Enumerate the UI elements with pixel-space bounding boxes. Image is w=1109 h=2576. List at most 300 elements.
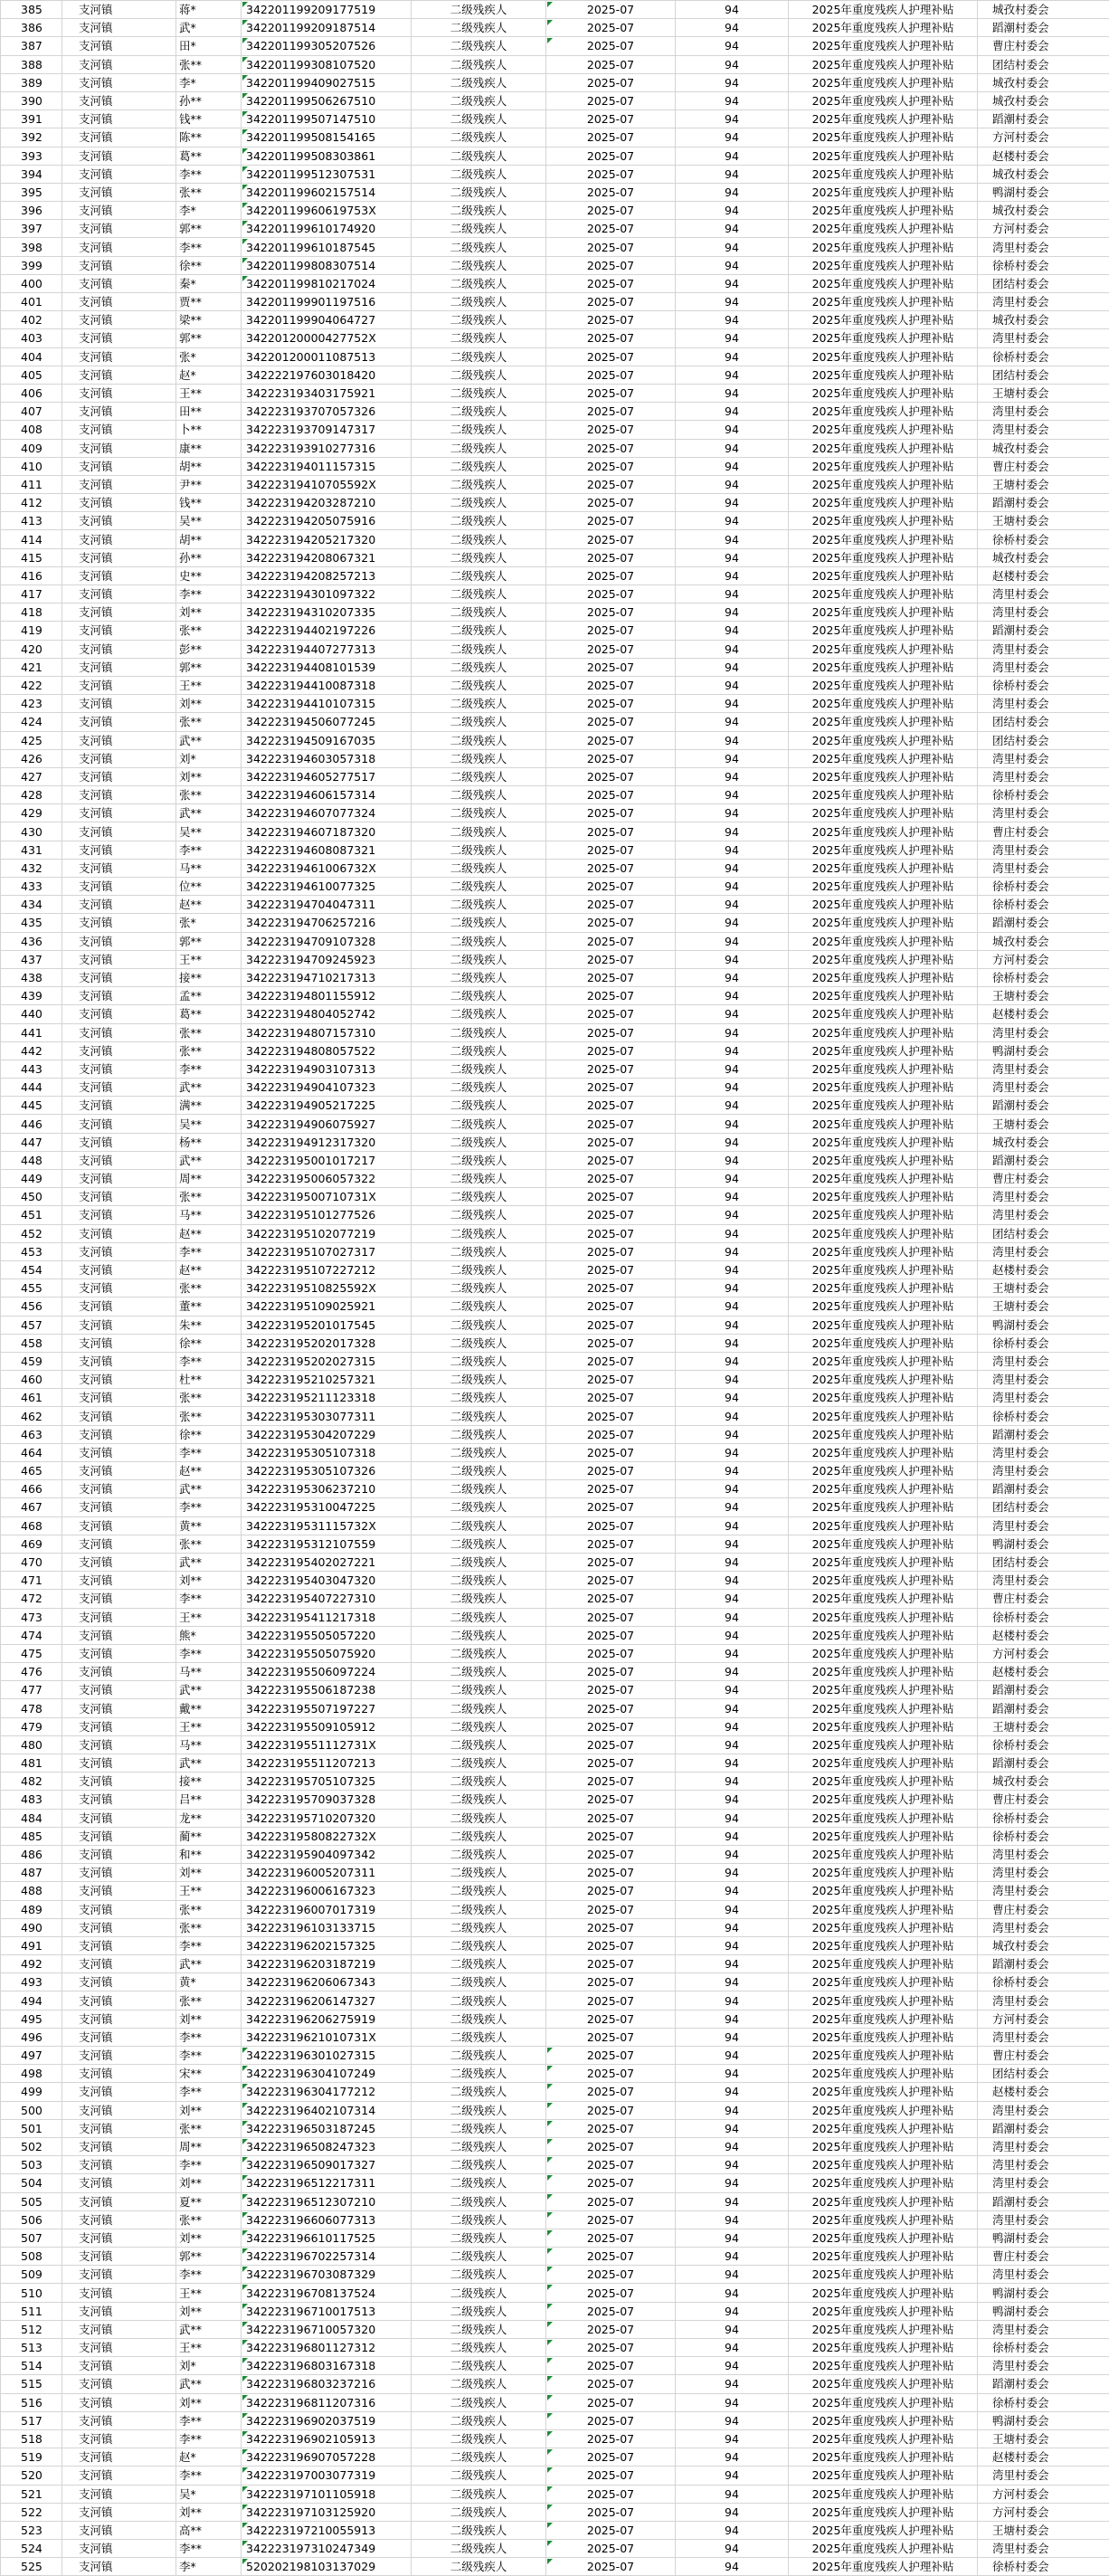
village-cell[interactable]: 湾里村委会	[978, 604, 1109, 622]
village-cell[interactable]: 王塘村委会	[978, 2521, 1109, 2539]
id-number-cell[interactable]: 342223196703087329	[242, 2266, 412, 2284]
village-cell[interactable]: 城孜村委会	[978, 1936, 1109, 1954]
village-cell[interactable]: 湾里村委会	[978, 1206, 1109, 1224]
town-cell[interactable]: 支河镇	[62, 1882, 176, 1900]
name-cell[interactable]: 张**	[176, 1279, 242, 1298]
disability-level-cell[interactable]: 二级残疾人	[412, 1773, 546, 1791]
amount-cell[interactable]: 94	[676, 2448, 789, 2467]
month-cell[interactable]: 2025-07	[546, 585, 676, 604]
disability-level-cell[interactable]: 二级残疾人	[412, 1316, 546, 1334]
row-number-cell[interactable]: 491	[1, 1936, 62, 1954]
month-cell[interactable]: 2025-07	[546, 548, 676, 566]
id-number-cell[interactable]: 342223196206147327	[242, 1991, 412, 2010]
town-cell[interactable]: 支河镇	[62, 1352, 176, 1370]
id-number-cell[interactable]: 342223195511207213	[242, 1754, 412, 1773]
town-cell[interactable]: 支河镇	[62, 1791, 176, 1809]
project-cell[interactable]: 2025年重度残疾人护理补贴	[789, 658, 978, 676]
name-cell[interactable]: 武**	[176, 804, 242, 822]
disability-level-cell[interactable]: 二级残疾人	[412, 2010, 546, 2028]
row-number-cell[interactable]: 498	[1, 2065, 62, 2083]
project-cell[interactable]: 2025年重度残疾人护理补贴	[789, 585, 978, 604]
row-number-cell[interactable]: 458	[1, 1334, 62, 1352]
id-number-cell[interactable]: 342223196801127312	[242, 2339, 412, 2357]
village-cell[interactable]: 湾里村委会	[978, 2101, 1109, 2119]
village-cell[interactable]: 王塘村委会	[978, 987, 1109, 1005]
project-cell[interactable]: 2025年重度残疾人护理补贴	[789, 1900, 978, 1918]
month-cell[interactable]: 2025-07	[546, 1079, 676, 1097]
amount-cell[interactable]: 94	[676, 1553, 789, 1571]
amount-cell[interactable]: 94	[676, 987, 789, 1005]
amount-cell[interactable]: 94	[676, 1681, 789, 1699]
amount-cell[interactable]: 94	[676, 968, 789, 986]
name-cell[interactable]: 王**	[176, 676, 242, 694]
amount-cell[interactable]: 94	[676, 1079, 789, 1097]
month-cell[interactable]: 2025-07	[546, 1644, 676, 1662]
amount-cell[interactable]: 94	[676, 695, 789, 713]
name-cell[interactable]: 李**	[176, 841, 242, 859]
village-cell[interactable]: 徐桥村委会	[978, 2558, 1109, 2576]
town-cell[interactable]: 支河镇	[62, 37, 176, 55]
id-number-cell[interactable]: 342223194912317320	[242, 1133, 412, 1151]
month-cell[interactable]: 2025-07	[546, 749, 676, 767]
disability-level-cell[interactable]: 二级残疾人	[412, 604, 546, 622]
name-cell[interactable]: 孙**	[176, 548, 242, 566]
disability-level-cell[interactable]: 二级残疾人	[412, 238, 546, 256]
amount-cell[interactable]: 94	[676, 622, 789, 640]
village-cell[interactable]: 徐桥村委会	[978, 1827, 1109, 1845]
village-cell[interactable]: 方河村委会	[978, 1644, 1109, 1662]
village-cell[interactable]: 徐桥村委会	[978, 2393, 1109, 2411]
village-cell[interactable]: 湾里村委会	[978, 2357, 1109, 2375]
village-cell[interactable]: 湾里村委会	[978, 2467, 1109, 2485]
project-cell[interactable]: 2025年重度残疾人护理补贴	[789, 2101, 978, 2119]
town-cell[interactable]: 支河镇	[62, 658, 176, 676]
name-cell[interactable]: 张**	[176, 2210, 242, 2229]
village-cell[interactable]: 湾里村委会	[978, 2156, 1109, 2174]
month-cell[interactable]: 2025-07	[546, 1480, 676, 1498]
row-number-cell[interactable]: 456	[1, 1298, 62, 1316]
month-cell[interactable]: 2025-07	[546, 1316, 676, 1334]
amount-cell[interactable]: 94	[676, 1005, 789, 1023]
row-number-cell[interactable]: 419	[1, 622, 62, 640]
disability-level-cell[interactable]: 二级残疾人	[412, 1590, 546, 1608]
village-cell[interactable]: 徐桥村委会	[978, 2339, 1109, 2357]
month-cell[interactable]: 2025-07	[546, 1882, 676, 1900]
town-cell[interactable]: 支河镇	[62, 932, 176, 950]
row-number-cell[interactable]: 470	[1, 1553, 62, 1571]
id-number-cell[interactable]: 342223196206067343	[242, 1973, 412, 1991]
row-number-cell[interactable]: 502	[1, 2137, 62, 2155]
row-number-cell[interactable]: 524	[1, 2540, 62, 2558]
village-cell[interactable]: 方河村委会	[978, 950, 1109, 968]
amount-cell[interactable]: 94	[676, 1991, 789, 2010]
project-cell[interactable]: 2025年重度残疾人护理补贴	[789, 2229, 978, 2247]
disability-level-cell[interactable]: 二级残疾人	[412, 311, 546, 329]
name-cell[interactable]: 张**	[176, 1188, 242, 1206]
project-cell[interactable]: 2025年重度残疾人护理补贴	[789, 1516, 978, 1535]
name-cell[interactable]: 张**	[176, 1407, 242, 1425]
town-cell[interactable]: 支河镇	[62, 2156, 176, 2174]
disability-level-cell[interactable]: 二级残疾人	[412, 1572, 546, 1590]
id-number-cell[interactable]: 342223196803167318	[242, 2357, 412, 2375]
month-cell[interactable]: 2025-07	[546, 1352, 676, 1370]
town-cell[interactable]: 支河镇	[62, 183, 176, 201]
village-cell[interactable]: 湾里村委会	[978, 1443, 1109, 1461]
id-number-cell[interactable]: 34220120000427752X	[242, 329, 412, 347]
village-cell[interactable]: 徐桥村委会	[978, 1407, 1109, 1425]
village-cell[interactable]: 湾里村委会	[978, 640, 1109, 658]
town-cell[interactable]: 支河镇	[62, 128, 176, 147]
amount-cell[interactable]: 94	[676, 1170, 789, 1188]
disability-level-cell[interactable]: 二级残疾人	[412, 37, 546, 55]
village-cell[interactable]: 蹈潮村委会	[978, 1097, 1109, 1115]
row-number-cell[interactable]: 511	[1, 2302, 62, 2320]
amount-cell[interactable]: 94	[676, 2357, 789, 2375]
town-cell[interactable]: 支河镇	[62, 2248, 176, 2266]
disability-level-cell[interactable]: 二级残疾人	[412, 2137, 546, 2155]
disability-level-cell[interactable]: 二级残疾人	[412, 1918, 546, 1936]
project-cell[interactable]: 2025年重度残疾人护理补贴	[789, 421, 978, 439]
amount-cell[interactable]: 94	[676, 859, 789, 877]
id-number-cell[interactable]: 342223195904097342	[242, 1845, 412, 1863]
village-cell[interactable]: 曹庄村委会	[978, 1900, 1109, 1918]
row-number-cell[interactable]: 395	[1, 183, 62, 201]
disability-level-cell[interactable]: 二级残疾人	[412, 2411, 546, 2429]
village-cell[interactable]: 湾里村委会	[978, 1572, 1109, 1590]
id-number-cell[interactable]: 342223195505057220	[242, 1626, 412, 1644]
project-cell[interactable]: 2025年重度残疾人护理补贴	[789, 2047, 978, 2065]
town-cell[interactable]: 支河镇	[62, 548, 176, 566]
project-cell[interactable]: 2025年重度残疾人护理补贴	[789, 2119, 978, 2137]
disability-level-cell[interactable]: 二级残疾人	[412, 55, 546, 73]
id-number-cell[interactable]: 34220119960619753X	[242, 202, 412, 220]
name-cell[interactable]: 陈**	[176, 128, 242, 147]
town-cell[interactable]: 支河镇	[62, 147, 176, 165]
disability-level-cell[interactable]: 二级残疾人	[412, 1663, 546, 1681]
month-cell[interactable]: 2025-07	[546, 1097, 676, 1115]
amount-cell[interactable]: 94	[676, 1773, 789, 1791]
project-cell[interactable]: 2025年重度残疾人护理补贴	[789, 347, 978, 366]
project-cell[interactable]: 2025年重度残疾人护理补贴	[789, 2083, 978, 2101]
id-number-cell[interactable]: 342223194410087318	[242, 676, 412, 694]
amount-cell[interactable]: 94	[676, 91, 789, 109]
town-cell[interactable]: 支河镇	[62, 1462, 176, 1480]
disability-level-cell[interactable]: 二级残疾人	[412, 2119, 546, 2137]
town-cell[interactable]: 支河镇	[62, 731, 176, 749]
month-cell[interactable]: 2025-07	[546, 274, 676, 292]
village-cell[interactable]: 王塘村委会	[978, 475, 1109, 493]
row-number-cell[interactable]: 517	[1, 2411, 62, 2429]
month-cell[interactable]: 2025-07	[546, 91, 676, 109]
town-cell[interactable]: 支河镇	[62, 73, 176, 91]
project-cell[interactable]: 2025年重度残疾人护理补贴	[789, 2137, 978, 2155]
id-number-cell[interactable]: 342223196710057320	[242, 2320, 412, 2338]
town-cell[interactable]: 支河镇	[62, 110, 176, 128]
amount-cell[interactable]: 94	[676, 2503, 789, 2521]
month-cell[interactable]: 2025-07	[546, 859, 676, 877]
disability-level-cell[interactable]: 二级残疾人	[412, 1079, 546, 1097]
name-cell[interactable]: 刘*	[176, 749, 242, 767]
name-cell[interactable]: 李**	[176, 1936, 242, 1954]
town-cell[interactable]: 支河镇	[62, 1389, 176, 1407]
project-cell[interactable]: 2025年重度残疾人护理补贴	[789, 1224, 978, 1242]
name-cell[interactable]: 梁**	[176, 311, 242, 329]
name-cell[interactable]: 徐**	[176, 1334, 242, 1352]
town-cell[interactable]: 支河镇	[62, 1663, 176, 1681]
town-cell[interactable]: 支河镇	[62, 494, 176, 512]
row-number-cell[interactable]: 398	[1, 238, 62, 256]
name-cell[interactable]: 葛**	[176, 1005, 242, 1023]
row-number-cell[interactable]: 525	[1, 2558, 62, 2576]
name-cell[interactable]: 刘**	[176, 604, 242, 622]
name-cell[interactable]: 蔺**	[176, 1827, 242, 1845]
name-cell[interactable]: 戴**	[176, 1699, 242, 1717]
town-cell[interactable]: 支河镇	[62, 585, 176, 604]
id-number-cell[interactable]: 342223195101277526	[242, 1206, 412, 1224]
row-number-cell[interactable]: 454	[1, 1260, 62, 1278]
town-cell[interactable]: 支河镇	[62, 1425, 176, 1443]
name-cell[interactable]: 李**	[176, 2156, 242, 2174]
id-number-cell[interactable]: 342223196007017319	[242, 1900, 412, 1918]
amount-cell[interactable]: 94	[676, 220, 789, 238]
amount-cell[interactable]: 94	[676, 914, 789, 932]
town-cell[interactable]: 支河镇	[62, 2028, 176, 2046]
row-number-cell[interactable]: 399	[1, 256, 62, 274]
row-number-cell[interactable]: 462	[1, 1407, 62, 1425]
row-number-cell[interactable]: 397	[1, 220, 62, 238]
row-number-cell[interactable]: 484	[1, 1809, 62, 1827]
town-cell[interactable]: 支河镇	[62, 1060, 176, 1078]
id-number-cell[interactable]: 342223193709147317	[242, 421, 412, 439]
village-cell[interactable]: 曹庄村委会	[978, 1170, 1109, 1188]
project-cell[interactable]: 2025年重度残疾人护理补贴	[789, 37, 978, 55]
name-cell[interactable]: 赵**	[176, 1260, 242, 1278]
amount-cell[interactable]: 94	[676, 2229, 789, 2247]
amount-cell[interactable]: 94	[676, 55, 789, 73]
village-cell[interactable]: 湾里村委会	[978, 859, 1109, 877]
id-number-cell[interactable]: 342223196803237216	[242, 2375, 412, 2393]
row-number-cell[interactable]: 494	[1, 1991, 62, 2010]
village-cell[interactable]: 鸭湖村委会	[978, 1316, 1109, 1334]
amount-cell[interactable]: 94	[676, 347, 789, 366]
name-cell[interactable]: 李**	[176, 2083, 242, 2101]
village-cell[interactable]: 徐桥村委会	[978, 896, 1109, 914]
id-number-cell[interactable]: 342201199508303861	[242, 147, 412, 165]
month-cell[interactable]: 2025-07	[546, 1845, 676, 1863]
name-cell[interactable]: 李**	[176, 165, 242, 183]
project-cell[interactable]: 2025年重度残疾人护理补贴	[789, 220, 978, 238]
disability-level-cell[interactable]: 二级残疾人	[412, 622, 546, 640]
name-cell[interactable]: 胡**	[176, 530, 242, 548]
disability-level-cell[interactable]: 二级残疾人	[412, 2485, 546, 2503]
month-cell[interactable]: 2025-07	[546, 1060, 676, 1078]
project-cell[interactable]: 2025年重度残疾人护理补贴	[789, 2248, 978, 2266]
row-number-cell[interactable]: 469	[1, 1535, 62, 1553]
project-cell[interactable]: 2025年重度残疾人护理补贴	[789, 2320, 978, 2338]
month-cell[interactable]: 2025-07	[546, 347, 676, 366]
village-cell[interactable]: 湾里村委会	[978, 2266, 1109, 2284]
id-number-cell[interactable]: 342201199508154165	[242, 128, 412, 147]
name-cell[interactable]: 刘*	[176, 2357, 242, 2375]
month-cell[interactable]: 2025-07	[546, 1023, 676, 1041]
month-cell[interactable]: 2025-07	[546, 1590, 676, 1608]
row-number-cell[interactable]: 509	[1, 2266, 62, 2284]
disability-level-cell[interactable]: 二级残疾人	[412, 1644, 546, 1662]
town-cell[interactable]: 支河镇	[62, 1005, 176, 1023]
id-number-cell[interactable]: 342223196508247323	[242, 2137, 412, 2155]
month-cell[interactable]: 2025-07	[546, 183, 676, 201]
amount-cell[interactable]: 94	[676, 2101, 789, 2119]
amount-cell[interactable]: 94	[676, 1845, 789, 1863]
amount-cell[interactable]: 94	[676, 1115, 789, 1133]
amount-cell[interactable]: 94	[676, 1480, 789, 1498]
row-number-cell[interactable]: 427	[1, 767, 62, 785]
village-cell[interactable]: 王塘村委会	[978, 512, 1109, 530]
project-cell[interactable]: 2025年重度残疾人护理补贴	[789, 1754, 978, 1773]
amount-cell[interactable]: 94	[676, 1097, 789, 1115]
id-number-cell[interactable]: 342223195506187238	[242, 1681, 412, 1699]
row-number-cell[interactable]: 496	[1, 2028, 62, 2046]
month-cell[interactable]: 2025-07	[546, 202, 676, 220]
row-number-cell[interactable]: 482	[1, 1773, 62, 1791]
month-cell[interactable]: 2025-07	[546, 2266, 676, 2284]
id-number-cell[interactable]: 342223195509105912	[242, 1717, 412, 1735]
amount-cell[interactable]: 94	[676, 1279, 789, 1298]
row-number-cell[interactable]: 433	[1, 878, 62, 896]
village-cell[interactable]: 湾里村委会	[978, 2210, 1109, 2229]
id-number-cell[interactable]: 342223194208067321	[242, 548, 412, 566]
town-cell[interactable]: 支河镇	[62, 2393, 176, 2411]
town-cell[interactable]: 支河镇	[62, 640, 176, 658]
village-cell[interactable]: 湾里村委会	[978, 403, 1109, 421]
name-cell[interactable]: 彭**	[176, 640, 242, 658]
amount-cell[interactable]: 94	[676, 1151, 789, 1169]
amount-cell[interactable]: 94	[676, 183, 789, 201]
project-cell[interactable]: 2025年重度残疾人护理补贴	[789, 749, 978, 767]
amount-cell[interactable]: 94	[676, 2248, 789, 2266]
disability-level-cell[interactable]: 二级残疾人	[412, 147, 546, 165]
amount-cell[interactable]: 94	[676, 1371, 789, 1389]
disability-level-cell[interactable]: 二级残疾人	[412, 1389, 546, 1407]
name-cell[interactable]: 刘**	[176, 1572, 242, 1590]
name-cell[interactable]: 田**	[176, 403, 242, 421]
project-cell[interactable]: 2025年重度残疾人护理补贴	[789, 1773, 978, 1791]
month-cell[interactable]: 2025-07	[546, 1827, 676, 1845]
name-cell[interactable]: 张*	[176, 914, 242, 932]
row-number-cell[interactable]: 513	[1, 2339, 62, 2357]
village-cell[interactable]: 蹈潮村委会	[978, 1754, 1109, 1773]
name-cell[interactable]: 张**	[176, 1535, 242, 1553]
project-cell[interactable]: 2025年重度残疾人护理补贴	[789, 1260, 978, 1278]
amount-cell[interactable]: 94	[676, 804, 789, 822]
id-number-cell[interactable]: 342201199209177519	[242, 1, 412, 19]
amount-cell[interactable]: 94	[676, 147, 789, 165]
amount-cell[interactable]: 94	[676, 2119, 789, 2137]
disability-level-cell[interactable]: 二级残疾人	[412, 1480, 546, 1498]
name-cell[interactable]: 和**	[176, 1845, 242, 1863]
disability-level-cell[interactable]: 二级残疾人	[412, 2156, 546, 2174]
disability-level-cell[interactable]: 二级残疾人	[412, 695, 546, 713]
project-cell[interactable]: 2025年重度残疾人护理补贴	[789, 1371, 978, 1389]
name-cell[interactable]: 孟**	[176, 987, 242, 1005]
month-cell[interactable]: 2025-07	[546, 786, 676, 804]
name-cell[interactable]: 满**	[176, 1097, 242, 1115]
project-cell[interactable]: 2025年重度残疾人护理补贴	[789, 1535, 978, 1553]
village-cell[interactable]: 赵楼村委会	[978, 1005, 1109, 1023]
village-cell[interactable]: 徐桥村委会	[978, 676, 1109, 694]
village-cell[interactable]: 湾里村委会	[978, 841, 1109, 859]
town-cell[interactable]: 支河镇	[62, 1151, 176, 1169]
row-number-cell[interactable]: 486	[1, 1845, 62, 1863]
disability-level-cell[interactable]: 二级残疾人	[412, 1407, 546, 1425]
month-cell[interactable]: 2025-07	[546, 293, 676, 311]
name-cell[interactable]: 刘**	[176, 2302, 242, 2320]
month-cell[interactable]: 2025-07	[546, 2137, 676, 2155]
town-cell[interactable]: 支河镇	[62, 1224, 176, 1242]
month-cell[interactable]: 2025-07	[546, 1188, 676, 1206]
village-cell[interactable]: 湾里村委会	[978, 1242, 1109, 1260]
row-number-cell[interactable]: 403	[1, 329, 62, 347]
month-cell[interactable]: 2025-07	[546, 1115, 676, 1133]
row-number-cell[interactable]: 387	[1, 37, 62, 55]
name-cell[interactable]: 郭**	[176, 2248, 242, 2266]
id-number-cell[interactable]: 34222319580822732X	[242, 1827, 412, 1845]
disability-level-cell[interactable]: 二级残疾人	[412, 2229, 546, 2247]
id-number-cell[interactable]: 342223195505075920	[242, 1644, 412, 1662]
project-cell[interactable]: 2025年重度残疾人护理补贴	[789, 841, 978, 859]
town-cell[interactable]: 支河镇	[62, 403, 176, 421]
disability-level-cell[interactable]: 二级残疾人	[412, 2192, 546, 2210]
town-cell[interactable]: 支河镇	[62, 457, 176, 475]
month-cell[interactable]: 2025-07	[546, 2156, 676, 2174]
village-cell[interactable]: 团结村委会	[978, 1553, 1109, 1571]
town-cell[interactable]: 支河镇	[62, 2137, 176, 2155]
row-number-cell[interactable]: 401	[1, 293, 62, 311]
project-cell[interactable]: 2025年重度残疾人护理补贴	[789, 987, 978, 1005]
project-cell[interactable]: 2025年重度残疾人护理补贴	[789, 859, 978, 877]
project-cell[interactable]: 2025年重度残疾人护理补贴	[789, 1918, 978, 1936]
month-cell[interactable]: 2025-07	[546, 1443, 676, 1461]
row-number-cell[interactable]: 459	[1, 1352, 62, 1370]
row-number-cell[interactable]: 428	[1, 786, 62, 804]
disability-level-cell[interactable]: 二级残疾人	[412, 2210, 546, 2229]
project-cell[interactable]: 2025年重度残疾人护理补贴	[789, 2467, 978, 2485]
town-cell[interactable]: 支河镇	[62, 256, 176, 274]
name-cell[interactable]: 宋**	[176, 2065, 242, 2083]
id-number-cell[interactable]: 34222319510825592X	[242, 1279, 412, 1298]
name-cell[interactable]: 孙**	[176, 91, 242, 109]
month-cell[interactable]: 2025-07	[546, 2393, 676, 2411]
id-number-cell[interactable]: 342223195202017328	[242, 1334, 412, 1352]
amount-cell[interactable]: 94	[676, 1791, 789, 1809]
name-cell[interactable]: 张**	[176, 1991, 242, 2010]
amount-cell[interactable]: 94	[676, 256, 789, 274]
month-cell[interactable]: 2025-07	[546, 2174, 676, 2192]
row-number-cell[interactable]: 474	[1, 1626, 62, 1644]
village-cell[interactable]: 蹈潮村委会	[978, 622, 1109, 640]
disability-level-cell[interactable]: 二级残疾人	[412, 2503, 546, 2521]
town-cell[interactable]: 支河镇	[62, 1717, 176, 1735]
village-cell[interactable]: 湾里村委会	[978, 749, 1109, 767]
town-cell[interactable]: 支河镇	[62, 896, 176, 914]
disability-level-cell[interactable]: 二级残疾人	[412, 2302, 546, 2320]
month-cell[interactable]: 2025-07	[546, 384, 676, 402]
row-number-cell[interactable]: 386	[1, 19, 62, 37]
village-cell[interactable]: 赵楼村委会	[978, 566, 1109, 585]
project-cell[interactable]: 2025年重度残疾人护理补贴	[789, 878, 978, 896]
amount-cell[interactable]: 94	[676, 2137, 789, 2155]
month-cell[interactable]: 2025-07	[546, 640, 676, 658]
